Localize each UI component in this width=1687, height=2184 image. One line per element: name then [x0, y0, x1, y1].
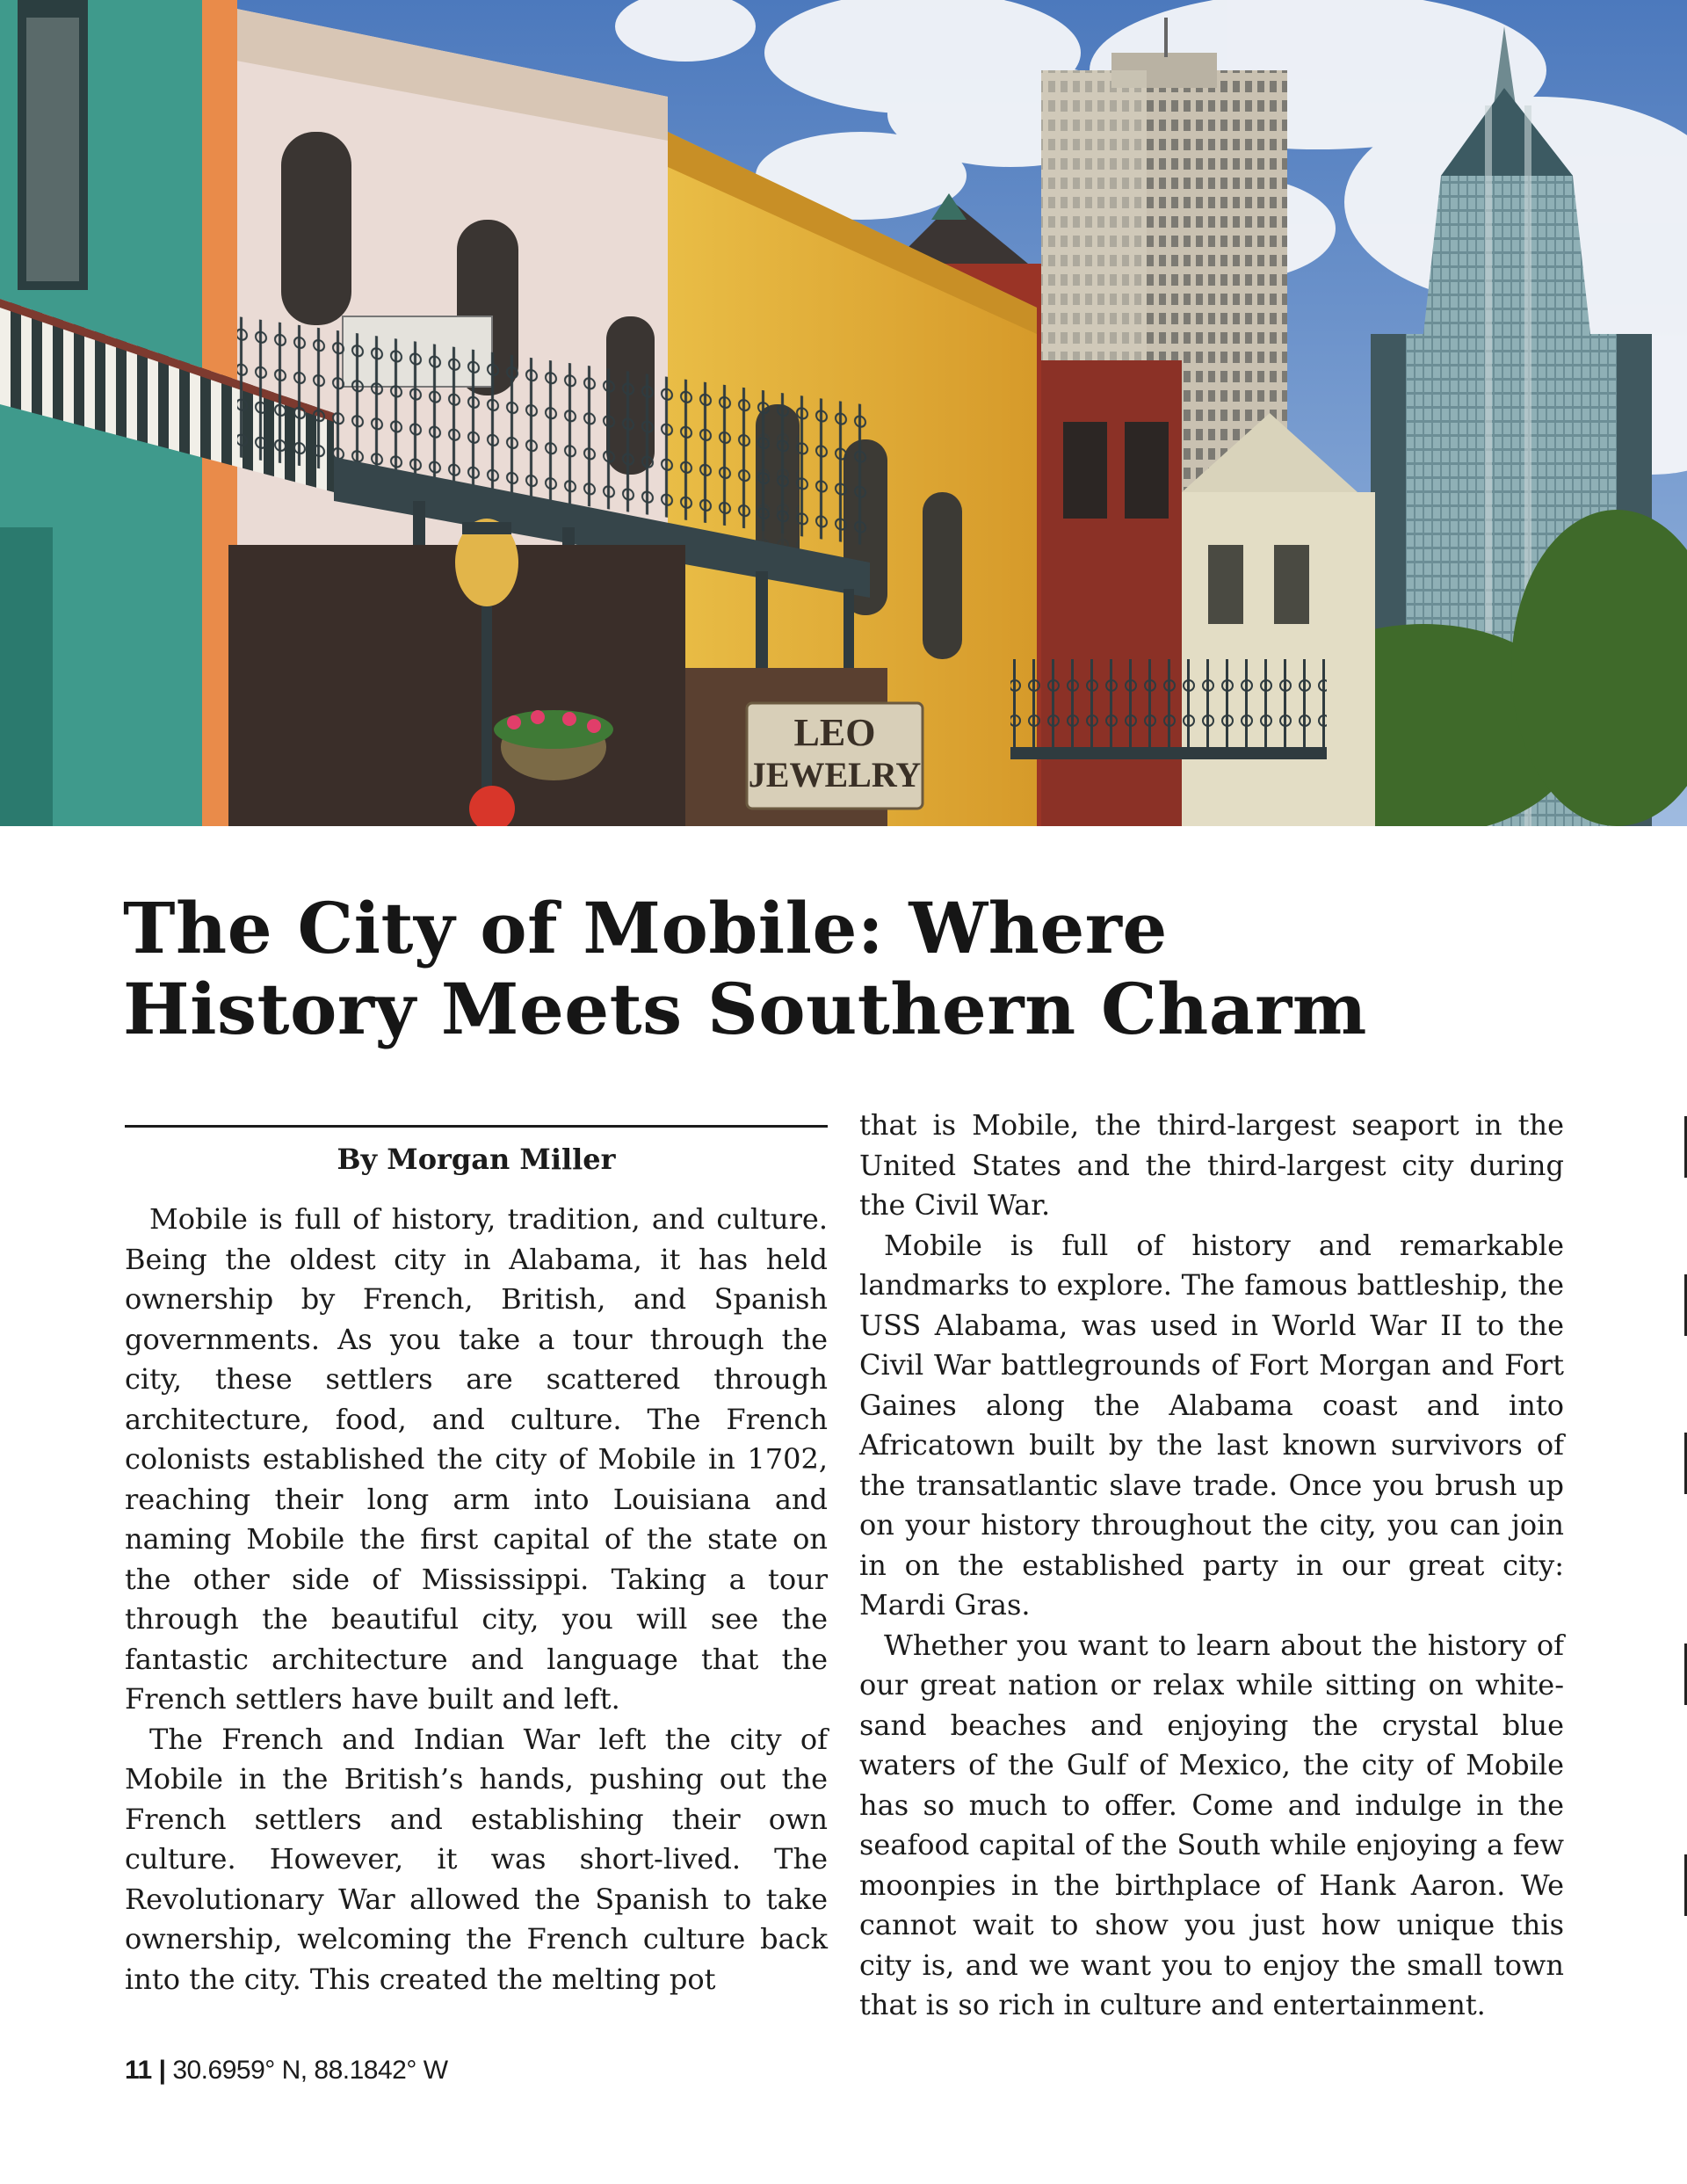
- paragraph: Mobile is full of history, tradition, and culture. Being the oldest city in Alabama, it has held ownership by French, British, and Spanish governments. As you take a tour through the city, these settlers are scattered through architecture, food, and culture. The French colonists established the city of Mobile in 1702, reaching their long arm into Louisiana and naming Mobile the first capital of the state on the other side of Mississippi. Taking a tour through the beautiful city, you will see the fantastic architecture and language that the French settlers have built and left.: [125, 1202, 828, 1716]
- sign-line-2: JEWELRY: [748, 755, 922, 795]
- jewelry-sign: [747, 703, 923, 809]
- article-title: The City of Mobile: Where History Meets Southern Charm: [123, 887, 1367, 1050]
- page-number: 11: [125, 2056, 152, 2085]
- page-footer: [125, 2053, 448, 2088]
- footer-separator: |: [158, 2056, 166, 2085]
- footer-coordinates: 30.6959° N, 88.1842° W: [172, 2056, 448, 2085]
- paragraph: Whether you want to learn about the history of our great nation or relax while sitting on white-sand beaches and enjoying the crystal blue waters of the Gulf of Mexico, the city of Mobile has so much to offer. Come and indulge in the seafood capital of the South while enjoying a few moonpies in the birthplace of Hank Aaron. We cannot wait to show you just how unique this city is, and we want you to enjoy the small town that is so rich in culture and entertainment.: [859, 1628, 1564, 2021]
- byline: By Morgan Miller: [337, 1143, 616, 1176]
- paragraph: The French and Indian War left the city of Mobile in the British’s hands, pushing out the French settlers and establishing their own culture. However, it was short-lived. The Revolutionary War allowed the Spanish to take ownership, welcoming the French culture back into the city. This created the melting pot: [125, 1722, 828, 1996]
- right-column: [859, 1106, 1564, 2026]
- byline-rule: [125, 1125, 828, 1128]
- left-column: [125, 1200, 828, 1999]
- balcony-right: [1010, 659, 1327, 756]
- sign-line-1: LEO: [793, 711, 876, 754]
- hero-photo-downtown-mobile-street: [0, 0, 1687, 826]
- paragraph-continuation: that is Mobile, the third-largest seaport in the United States and the third-largest city during the Civil War.: [859, 1108, 1564, 1222]
- paragraph: Mobile is full of history and remarkable landmarks to explore. The famous battleship, the USS Alabama, was used in World War II to the Civil War battlegrounds of Fort Morgan and Fort Gaines along the Alabama coast and into Africatown built by the last known survivors of the transatlantic slave trade. Once you brush up on your history throughout the city, you can join in on the established party in our great city: Mardi Gras.: [859, 1228, 1564, 1622]
